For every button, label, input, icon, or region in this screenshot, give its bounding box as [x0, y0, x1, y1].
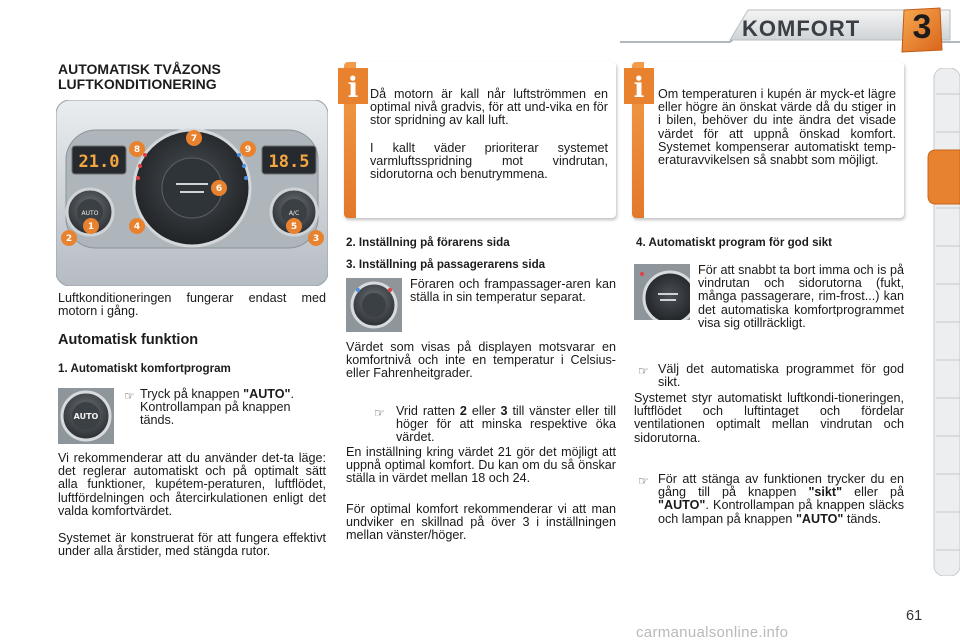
visibility-button-thumbnail: [634, 264, 690, 320]
thumb-text-separate: Föraren och frampassager-aren kan ställa in sin temperatur separat.: [410, 277, 616, 305]
side-tab-strip: [928, 68, 960, 576]
subheading-comfort-program: 1. Automatiskt komfortprogram: [58, 362, 231, 375]
svg-text:8: 8: [133, 145, 141, 155]
svg-text:i: i: [347, 71, 359, 104]
subheading-visibility-program: 4. Automatiskt program för god sikt: [636, 236, 833, 249]
svg-text:6: 6: [215, 184, 223, 194]
hand-pointer-icon: ☞: [638, 364, 649, 378]
climate-control-panel-image: [56, 100, 328, 286]
svg-text:5: 5: [290, 222, 298, 232]
subheading-driver-side: 2. Inställning på förarens sida: [346, 236, 510, 249]
paragraph-left-right-difference: För optimal komfort rekommenderar vi att man undviker en skillnad på över 3 i inställningen mellan vänster/höger.: [346, 502, 616, 543]
paragraph-display-value: Värdet som visas på displayen motsvarar en komfortnivå och inte en temperatur i Celsius- eller Fahrenheitgrader.: [346, 340, 616, 381]
watermark: carmanualsonline.info: [636, 624, 789, 640]
paragraph-recommendation: Vi rekommenderar att du använder det-ta läge: det reglerar automatiskt och på optimalt sätt alla funktioner, kupétem-peraturen, luftflödet, luftfördelningen och återcirkulationen enligt det valda komfortvärdet.: [58, 451, 326, 518]
thumb-text-defog: För att snabbt ta bort imma och is på vindrutan och sidorutorna (fukt, många passagerare, rim-frost...) kan det automatiska komfortprogrammet visa sig otillräckligt.: [698, 263, 904, 330]
svg-text:i: i: [633, 71, 645, 104]
temperature-knob-thumbnail: [346, 278, 402, 332]
svg-text:AUTO: AUTO: [73, 412, 99, 421]
paragraph-system-control: Systemet styr automatiskt luftkondi-tioneringen, luftflödet och luftintaget och fördelar ventilationen optimalt mellan vindrutan och sidorutorna.: [634, 391, 904, 445]
svg-text:2: 2: [65, 234, 73, 244]
passenger-temp-display: 18.5: [268, 152, 310, 172]
side-tab-active[interactable]: [926, 148, 960, 206]
section-title: Automatisk funktion: [58, 332, 199, 348]
info-box-text-2: I kallt väder prioriterar systemet varmluftsspridning mot vindrutan, sidorutorna och benutrymmena.: [370, 141, 608, 182]
info-icon: [624, 68, 654, 104]
info-box-text-1: Då motorn är kall når luftströmmen en optimal nivå gradvis, för att und-vika en för stor spridning av kall luft.: [370, 87, 608, 128]
svg-text:3: 3: [312, 234, 320, 244]
svg-text:4: 4: [133, 222, 141, 232]
hand-pointer-icon: ☞: [638, 474, 649, 488]
page-number: 61: [906, 608, 923, 624]
turn-off-instruction: För att stänga av funktionen trycker du en gång till på knappen "sikt" eller på "AUTO". Kontrollampan på knappen släcks och lampan på knappen "AUTO" tänds.: [658, 472, 904, 526]
paragraph-all-seasons: Systemet är konstruerat för att fungera effektivt under alla årstider, med stängda rutor.: [58, 531, 326, 559]
auto-button-thumbnail: [58, 388, 114, 444]
hand-pointer-icon: ☞: [124, 389, 135, 403]
main-title: AUTOMATISK TVÅZONS LUFTKONDITIONERING: [58, 61, 221, 92]
hand-pointer-icon: ☞: [374, 406, 385, 420]
svg-text:1: 1: [87, 222, 95, 232]
svg-text:7: 7: [190, 134, 198, 144]
svg-text:A/C: A/C: [288, 210, 300, 217]
turn-knob-instruction: Vrid ratten 2 eller 3 till vänster eller till höger för att minska respektive öka värdet.: [396, 404, 616, 445]
info-box-cold-engine: [344, 62, 616, 218]
svg-text:AUTO: AUTO: [81, 210, 99, 217]
chapter-number: 3: [912, 8, 932, 46]
paragraph-setting-21: En inställning kring värdet 21 gör det möjligt att uppnå optimal komfort. Du kan om du så önskar ställa in värdet mellan 18 och 24.: [346, 445, 616, 486]
intro-text: Luftkonditioneringen fungerar endast med motorn i gång.: [58, 291, 326, 319]
info-box-temperature: [632, 62, 904, 218]
svg-text:9: 9: [244, 145, 252, 155]
info-box-text-3: Om temperaturen i kupén är myck-et lägre eller högre än önskat värde då du stiger in i bilen, behöver du inte ändra det visade värdet för att uppnå önskad komfort. Systemet kompenserar automatiskt temp-eraturavvikelsen så snabbt som möjligt.: [658, 87, 896, 168]
driver-temp-display: 21.0: [78, 152, 120, 172]
press-auto-instruction: Tryck på knappen "AUTO". Kontrollampan på knappen tänds.: [140, 387, 295, 428]
subheading-passenger-side: 3. Inställning på passagerarens sida: [346, 258, 546, 271]
select-program-instruction: Välj det automatiska programmet för god sikt.: [658, 362, 904, 390]
page-title: KOMFORT: [742, 16, 861, 41]
info-icon: [338, 68, 368, 104]
